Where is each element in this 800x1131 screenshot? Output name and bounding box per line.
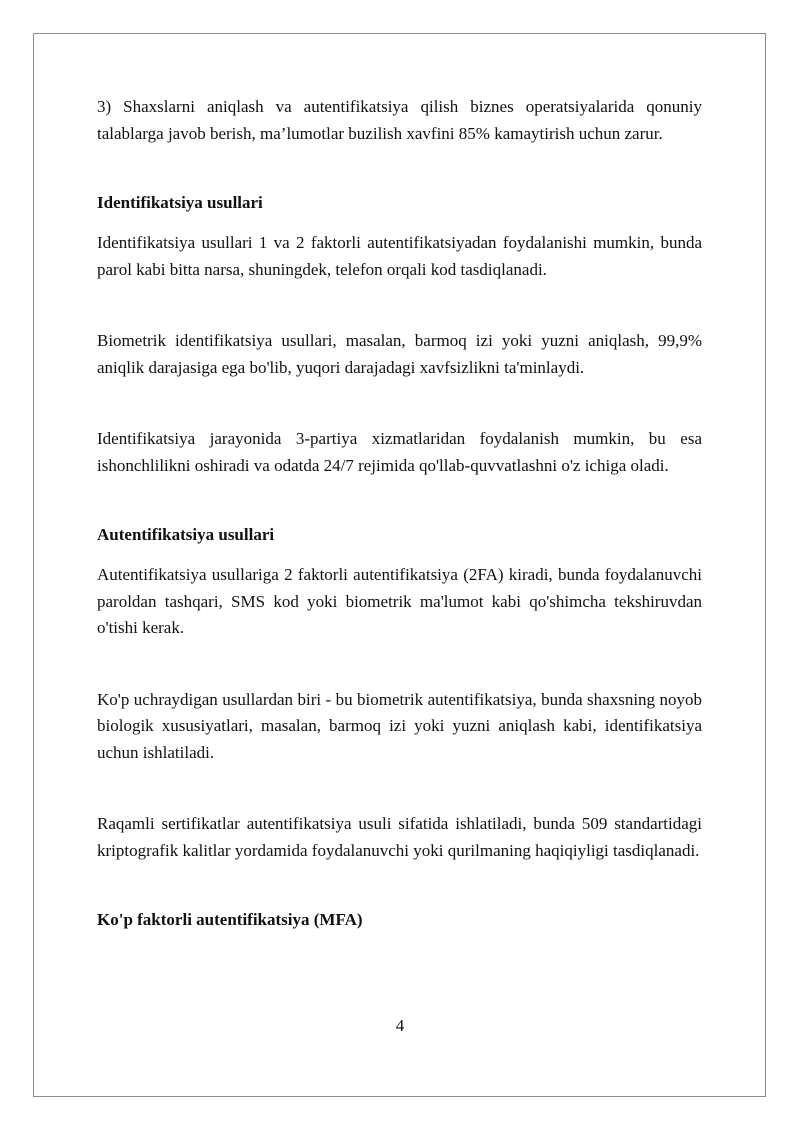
- paragraph-third-party-services: Identifikatsiya jarayonida 3-partiya xizmatlaridan foydalanish mumkin, bu esa ishonchlilikni oshiradi va odatda 24/7 rejimida qo'llab-quvvatlashni o'z ichiga oladi.: [97, 429, 702, 475]
- heading-mfa: Ko'p faktorli autentifikatsiya (MFA): [97, 910, 363, 929]
- heading-identifikatsiya-usullari: Identifikatsiya usullari: [97, 193, 263, 212]
- paragraph-identification-factors: Identifikatsiya usullari 1 va 2 faktorli autentifikatsiyadan foydalanishi mumkin, bunda parol kabi bitta narsa, shuningdek, telefon orqali kod tasdiqlanadi.: [97, 233, 702, 279]
- page-content: [97, 94, 702, 933]
- paragraph-digital-certificates: Raqamli sertifikatlar autentifikatsiya usuli sifatida ishlatiladi, bunda 509 standartidagi kriptografik kalitlar yordamida foydalanuvchi yoki qurilmaning haqiqiyligi tasdiqlanadi.: [97, 814, 702, 860]
- page-number: 4: [395, 1016, 405, 1035]
- paragraph-biometric-identification: Biometrik identifikatsiya usullari, masalan, barmoq izi yoki yuzni aniqlash, 99,9% aniqlik darajasiga ega bo'lib, yuqori darajadagi xavfsizlikni ta'minlaydi.: [97, 331, 702, 377]
- paragraph-2fa: Autentifikatsiya usullariga 2 faktorli autentifikatsiya (2FA) kiradi, bunda foydalanuvchi paroldan tashqari, SMS kod yoki biometrik ma'lumot kabi qo'shimcha tekshiruvdan o'tishi kerak.: [97, 565, 702, 637]
- paragraph-biometric-authentication: Ko'p uchraydigan usullardan biri - bu biometrik autentifikatsiya, bunda shaxsning noyob biologik xususiyatlari, masalan, barmoq izi yoki yuzni aniqlash kabi, identifikatsiya uchun ishlatiladi.: [97, 689, 702, 762]
- heading-autentifikatsiya-usullari: Autentifikatsiya usullari: [97, 525, 275, 544]
- paragraph-intro: 3) Shaxslarni aniqlash va autentifikatsiya qilish biznes operatsiyalarida qonuniy talablarga javob berish, ma’lumotlar buzilish xavfini 85% kamaytirish uchun zarur.: [97, 97, 702, 143]
